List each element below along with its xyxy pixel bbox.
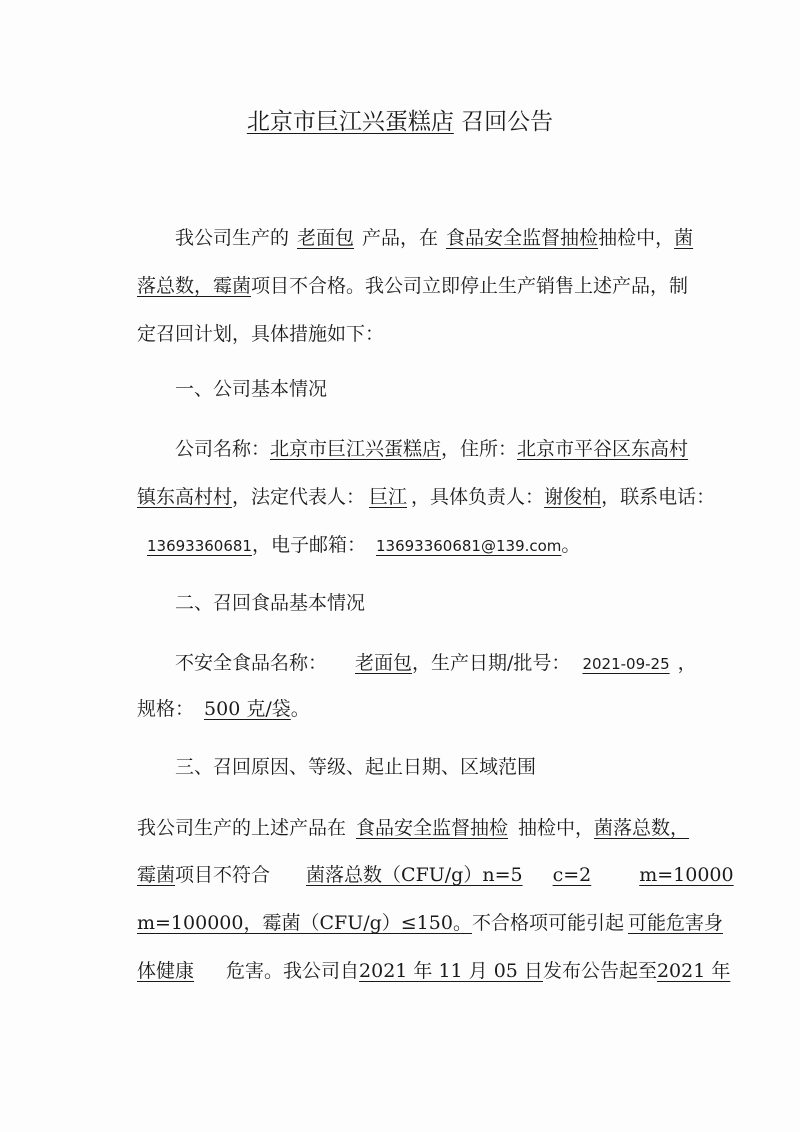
section-heading: 二、召回食品基本情况	[175, 592, 366, 614]
page-title	[0, 107, 800, 137]
reason-text: 危害。我公司自	[226, 960, 360, 982]
punctuation: ，	[677, 652, 697, 674]
section-heading: 三、召回原因、等级、起止日期、区域范围	[175, 756, 537, 778]
specification: 500 克/袋	[204, 698, 291, 720]
email-address: 13693360681@139.com	[376, 537, 562, 555]
label: ，具体负责人：	[411, 486, 545, 508]
production-date: 2021-09-25	[582, 655, 670, 673]
reason-line-2	[137, 862, 734, 888]
label: ，法定代表人：	[232, 486, 366, 508]
food-name: 老面包	[355, 652, 413, 674]
reason-text: 不合格项可能引起	[471, 912, 624, 934]
intro-text: 我公司生产的	[175, 227, 290, 249]
company-line-3	[137, 532, 580, 558]
company-line-2	[137, 484, 715, 510]
legal-representative: 巨江	[369, 486, 408, 508]
label: ，联系电话：	[601, 486, 716, 508]
test-standard: m=100000，霉菌（CFU/g）≤150。	[137, 912, 472, 934]
food-line-1	[175, 650, 697, 676]
label: 规格：	[137, 698, 195, 720]
failed-items: 菌落总数，	[594, 817, 690, 839]
test-standard: 菌落总数（CFU/g）n=5	[306, 864, 523, 886]
reason-text: 我公司生产的上述产品在	[137, 817, 347, 839]
company-name: 北京市巨江兴蛋糕店	[270, 438, 442, 460]
company-address: 北京市平谷区东高村	[517, 438, 689, 460]
reason-text: 发布公告起至	[542, 960, 657, 982]
reason-text: 项目不符合	[175, 864, 271, 886]
failed-items: 霉菌	[137, 864, 176, 886]
reason-line-4	[137, 958, 730, 984]
intro-text: 产品，在	[362, 227, 439, 249]
title-suffix: 召回公告	[461, 109, 554, 135]
intro-line-2	[137, 273, 688, 299]
label: ，生产日期/批号：	[412, 652, 571, 674]
responsible-person: 谢俊柏	[544, 486, 602, 508]
reason-line-3	[137, 910, 723, 936]
test-standard: m=10000	[639, 864, 734, 886]
intro-inspection: 食品安全监督抽检	[446, 227, 599, 249]
intro-text: 项目不合格。我公司立即停止生产销售上述产品，制	[251, 275, 689, 297]
intro-text: 定召回计划，具体措施如下：	[137, 323, 385, 345]
label: ，电子邮箱：	[251, 534, 366, 556]
intro-items: 菌	[674, 227, 694, 249]
intro-product: 老面包	[297, 227, 355, 249]
reason-line-1	[137, 815, 689, 841]
company-address: 镇东高村村	[137, 486, 233, 508]
hazard-description: 体健康	[137, 960, 195, 982]
section-heading: 一、公司基本情况	[175, 378, 328, 400]
intro-line-3	[137, 321, 384, 347]
punctuation: 。	[561, 534, 581, 556]
intro-line-1	[175, 225, 693, 251]
start-date: 2021 年 11 月 05 日	[359, 960, 543, 982]
intro-text: 抽检中，	[598, 227, 675, 249]
end-date: 2021 年	[656, 960, 731, 982]
test-standard: c=2	[552, 864, 592, 886]
reason-text: 抽检中，	[518, 817, 595, 839]
intro-items: 落总数，霉菌	[137, 275, 252, 297]
title-company: 北京市巨江兴蛋糕店	[246, 109, 454, 135]
phone-number: 13693360681	[147, 537, 252, 555]
punctuation: 。	[290, 698, 310, 720]
label: 公司名称：	[175, 438, 271, 460]
food-line-2	[137, 696, 310, 722]
company-line-1	[175, 436, 688, 462]
hazard-description: 可能危害身	[627, 912, 723, 934]
inspection-name: 食品安全监督抽检	[356, 817, 509, 839]
label: ，住所：	[441, 438, 518, 460]
label: 不安全食品名称：	[175, 652, 328, 674]
